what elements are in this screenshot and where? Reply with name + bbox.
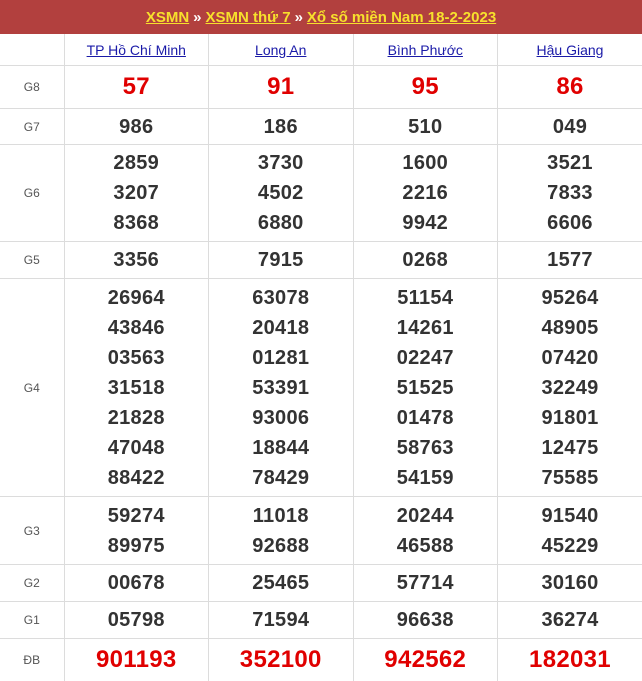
prize-cell <box>353 279 498 497</box>
prize-rows <box>0 66 642 681</box>
prize-number: 26964 <box>65 283 209 313</box>
prize-number: 57 <box>65 72 209 102</box>
prize-label: G8 <box>0 66 64 109</box>
prize-number: 95264 <box>498 283 642 313</box>
prize-cell <box>209 242 354 279</box>
prize-cell <box>64 565 209 602</box>
province-header <box>209 34 354 66</box>
province-link[interactable]: Bình Phước <box>388 42 463 58</box>
prize-label: G7 <box>0 109 64 145</box>
prize-number: 54159 <box>354 463 498 493</box>
prize-cell <box>64 109 209 145</box>
prize-cell <box>209 639 354 681</box>
prize-number: 47048 <box>65 433 209 463</box>
prize-number: 1577 <box>498 245 642 275</box>
prize-number: 86 <box>498 72 642 102</box>
prize-cell <box>353 145 498 242</box>
prize-label: G3 <box>0 497 64 565</box>
prize-number: 942562 <box>354 645 498 675</box>
prize-row-g8 <box>0 66 642 109</box>
province-header <box>64 34 209 66</box>
prize-cell <box>353 109 498 145</box>
province-header-row <box>0 34 642 66</box>
prize-row-g7 <box>0 109 642 145</box>
province-link[interactable]: Hậu Giang <box>537 42 604 58</box>
prize-number: 21828 <box>65 403 209 433</box>
prize-number: 18844 <box>209 433 353 463</box>
prize-cell <box>498 639 642 681</box>
province-header <box>498 34 642 66</box>
prize-number: 901193 <box>65 645 209 675</box>
prize-number: 71594 <box>209 605 353 635</box>
prize-number: 3521 <box>498 148 642 178</box>
prize-row-g4 <box>0 279 642 497</box>
prize-label: G5 <box>0 242 64 279</box>
prize-cell <box>209 109 354 145</box>
prize-cell <box>64 145 209 242</box>
prize-number: 03563 <box>65 343 209 373</box>
prize-cell <box>64 639 209 681</box>
prize-number: 91 <box>209 72 353 102</box>
prize-number: 43846 <box>65 313 209 343</box>
prize-number: 0268 <box>354 245 498 275</box>
prize-row-g1 <box>0 602 642 639</box>
prize-number: 6880 <box>209 208 353 238</box>
prize-number: 12475 <box>498 433 642 463</box>
prize-number: 2216 <box>354 178 498 208</box>
prize-number: 8368 <box>65 208 209 238</box>
prize-number: 14261 <box>354 313 498 343</box>
prize-number: 510 <box>354 112 498 142</box>
prize-number: 3730 <box>209 148 353 178</box>
prize-cell <box>353 242 498 279</box>
prize-number: 91540 <box>498 501 642 531</box>
prize-number: 7915 <box>209 245 353 275</box>
prize-number: 20418 <box>209 313 353 343</box>
prize-cell <box>498 109 642 145</box>
prize-number: 11018 <box>209 501 353 531</box>
prize-label: G6 <box>0 145 64 242</box>
prize-number: 25465 <box>209 568 353 598</box>
prize-cell <box>209 145 354 242</box>
prize-cell <box>64 66 209 109</box>
prize-number: 92688 <box>209 531 353 561</box>
prize-number: 48905 <box>498 313 642 343</box>
prize-cell <box>209 279 354 497</box>
prize-number: 1600 <box>354 148 498 178</box>
prize-number: 88422 <box>65 463 209 493</box>
prize-label: G1 <box>0 602 64 639</box>
prize-number: 30160 <box>498 568 642 598</box>
breadcrumb-date-link[interactable]: Xổ số miền Nam 18-2-2023 <box>307 9 496 26</box>
prize-number: 96638 <box>354 605 498 635</box>
prize-row-g5 <box>0 242 642 279</box>
prize-number: 6606 <box>498 208 642 238</box>
prize-number: 186 <box>209 112 353 142</box>
prize-cell <box>64 602 209 639</box>
prize-cell <box>209 66 354 109</box>
prize-number: 05798 <box>65 605 209 635</box>
prize-number: 00678 <box>65 568 209 598</box>
empty-header-cell <box>0 34 64 66</box>
prize-number: 01281 <box>209 343 353 373</box>
prize-number: 4502 <box>209 178 353 208</box>
prize-number: 986 <box>65 112 209 142</box>
breadcrumb-separator: » <box>295 9 303 26</box>
prize-cell <box>498 602 642 639</box>
prize-number: 07420 <box>498 343 642 373</box>
prize-label: ĐB <box>0 639 64 681</box>
prize-number: 51525 <box>354 373 498 403</box>
prize-number: 57714 <box>354 568 498 598</box>
prize-cell <box>209 602 354 639</box>
prize-cell <box>353 66 498 109</box>
prize-number: 3356 <box>65 245 209 275</box>
prize-number: 58763 <box>354 433 498 463</box>
prize-cell <box>209 565 354 602</box>
page-header <box>0 0 642 34</box>
prize-cell <box>64 242 209 279</box>
prize-number: 63078 <box>209 283 353 313</box>
prize-number: 46588 <box>354 531 498 561</box>
prize-number: 75585 <box>498 463 642 493</box>
prize-number: 20244 <box>354 501 498 531</box>
prize-cell <box>498 279 642 497</box>
prize-number: 89975 <box>65 531 209 561</box>
prize-number: 95 <box>354 72 498 102</box>
breadcrumb-xsmn-link[interactable]: XSMN <box>146 9 189 26</box>
prize-number: 01478 <box>354 403 498 433</box>
prize-cell <box>498 242 642 279</box>
province-link[interactable]: Long An <box>255 42 306 58</box>
prize-row-g3 <box>0 497 642 565</box>
prize-number: 3207 <box>65 178 209 208</box>
prize-row-g2 <box>0 565 642 602</box>
prize-cell <box>64 497 209 565</box>
province-link[interactable]: TP Hồ Chí Minh <box>87 42 186 58</box>
prize-number: 78429 <box>209 463 353 493</box>
prize-number: 352100 <box>209 645 353 675</box>
prize-label: G4 <box>0 279 64 497</box>
prize-number: 31518 <box>65 373 209 403</box>
prize-number: 02247 <box>354 343 498 373</box>
prize-number: 2859 <box>65 148 209 178</box>
prize-number: 36274 <box>498 605 642 635</box>
breadcrumb-xsmn-thu7-link[interactable]: XSMN thứ 7 <box>206 9 291 26</box>
prize-cell <box>353 497 498 565</box>
prize-number: 91801 <box>498 403 642 433</box>
prize-cell <box>64 279 209 497</box>
prize-number: 049 <box>498 112 642 142</box>
prize-number: 32249 <box>498 373 642 403</box>
prize-cell <box>498 497 642 565</box>
prize-cell <box>209 497 354 565</box>
province-header <box>353 34 498 66</box>
prize-cell <box>353 639 498 681</box>
prize-number: 53391 <box>209 373 353 403</box>
prize-cell <box>498 66 642 109</box>
prize-row-db <box>0 639 642 681</box>
prize-row-g6 <box>0 145 642 242</box>
prize-cell <box>353 565 498 602</box>
prize-number: 93006 <box>209 403 353 433</box>
prize-number: 51154 <box>354 283 498 313</box>
prize-number: 7833 <box>498 178 642 208</box>
breadcrumb-separator: » <box>193 9 201 26</box>
prize-cell <box>498 565 642 602</box>
prize-label: G2 <box>0 565 64 602</box>
results-table <box>0 34 642 681</box>
prize-number: 182031 <box>498 645 642 675</box>
prize-number: 9942 <box>354 208 498 238</box>
prize-cell <box>353 602 498 639</box>
prize-number: 45229 <box>498 531 642 561</box>
prize-number: 59274 <box>65 501 209 531</box>
prize-cell <box>498 145 642 242</box>
